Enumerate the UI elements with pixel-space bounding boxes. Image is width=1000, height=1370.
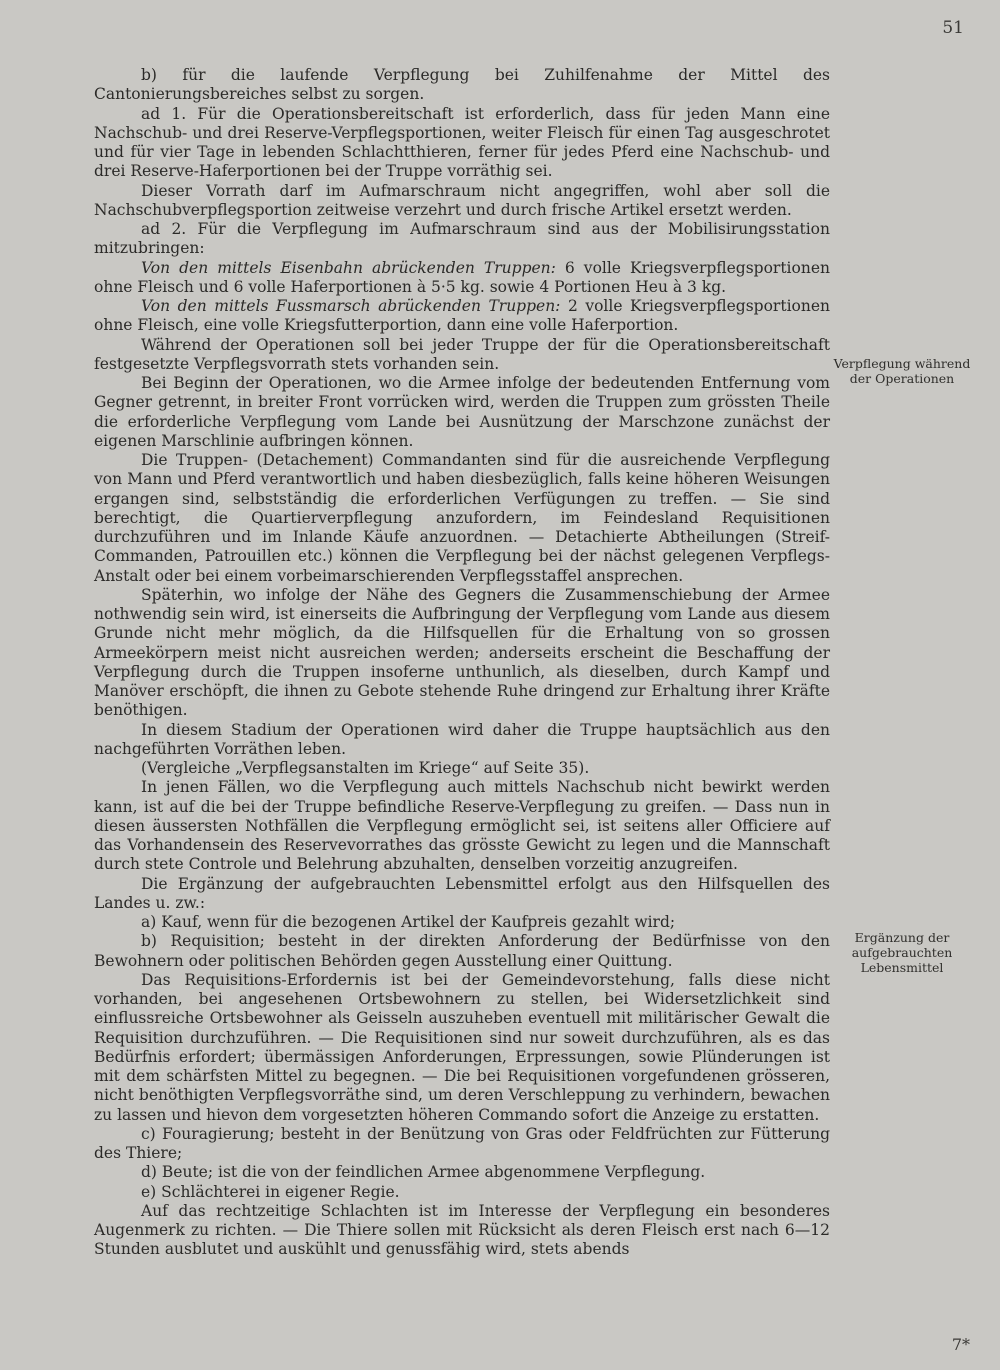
paragraph: ad 1. Für die Operationsbereitschaft ist erforderlich, dass für jeden Mann eine Nachschub- und drei Reserve-Verpflegsportionen, weiter Fleisch für einen Tag ausgeschrotet und für vier Tage in lebenden Schlachtthieren, ferner für jedes Pferd eine Nachschub- und drei Reserve-Haferportionen bei der Truppe vorräthig sei.: [94, 104, 830, 181]
paragraph: Während der Operationen soll bei jeder Truppe der für die Operationsbereitschaft festgesetzte Verpflegsvorrath stets vorhanden sein.: [94, 335, 830, 373]
paragraph: b) Requisition; besteht in der direkten Anforderung der Bedürfnisse von den Bewohnern oder politischen Behörden gegen Ausstellung einer Quittung.: [94, 932, 830, 970]
paragraph-text: 2 volle Kriegsverpflegsportionen ohne Fleisch, eine volle Kriegsfutterportion, dann eine volle Haferportion.: [94, 297, 830, 335]
paragraph: b) für die laufende Verpflegung bei Zuhilfenahme der Mittel des Cantonierungsbereiches selbst zu sorgen.: [94, 66, 830, 104]
paragraph: Späterhin, wo infolge der Nähe des Gegners die Zusammenschiebung der Armee nothwendig sein wird, ist einerseits die Aufbringung der Verpflegung vom Lande aus diesem Grunde nicht mehr möglich, da die Hilfsquellen für die Erhaltung von so grossen Armeekörpern meist nicht ausreichen werden; anderseits erscheint die Beschaffung der Verpflegung durch die Truppen insoferne unthunlich, als dieselben, durch Kampf und Manöver erschöpft, die ihnen zu Gebote stehende Ruhe dringend zur Erhaltung ihrer Kräfte benöthigen.: [94, 585, 830, 720]
page-number: 51: [942, 18, 964, 38]
italic-lead: Von den mittels Eisenbahn abrückenden Truppen:: [141, 258, 556, 277]
signature-mark: 7*: [951, 1335, 970, 1354]
paragraph: [94, 297, 830, 336]
paragraph: c) Fouragierung; besteht in der Benützung von Gras oder Feldfrüchten zur Fütterung des Thiere;: [94, 1124, 830, 1162]
paragraph: d) Beute; ist die von der feindlichen Armee abgenommene Verpflegung.: [141, 1163, 706, 1182]
paragraph: Auf das rechtzeitige Schlachten ist im Interesse der Verpflegung ein besonderes Augenmerk zu richten. — Die Thiere sollen mit Rücksicht als deren Fleisch erst nach 6—12 Stunden ausblutet und auskühlt und genussfähig wird, stets abends: [94, 1201, 830, 1259]
italic-lead: Von den mittels Fussmarsch abrückenden Truppen:: [141, 297, 561, 315]
margin-note-operations: Verpflegung während der Operationen: [833, 356, 971, 386]
paragraph: e) Schlächterei in eigener Regie.: [141, 1182, 400, 1201]
paragraph-text: 6 volle Kriegsverpflegsportionen ohne Fleisch und 6 volle Haferportionen à 5·5 kg. sowie 4 Portionen Heu à 3 kg.: [94, 258, 830, 296]
paragraph: Die Ergänzung der aufgebrauchten Lebensmittel erfolgt aus den Hilfsquellen des Landes u. zw.:: [94, 874, 830, 912]
paragraph: In jenen Fällen, wo die Verpflegung auch mittels Nachschub nicht bewirkt werden kann, ist auf die bei der Truppe befindliche Reserve-Verpflegung zu greifen. — Dass nun in diesen äussersten Nothfällen die Verpflegung ermöglicht sei, ist seitens aller Officiere auf das Vorhandensein des Reservevorrathes das grösste Gewicht zu legen und die Mannschaft durch stete Controle und Belehrung abzuhalten, denselben vorzeitig anzugreifen.: [94, 778, 830, 874]
paragraph: Das Requisitions-Erfordernis ist bei der Gemeindevorstehung, falls diese nicht vorhanden, bei angesehenen Ortsbewohnern zu stellen, bei Widersetzlichkeit sind einflussreiche Ortsbewohner als Geisseln auszuheben eventuell mit militärischer Gewalt die Requisition durchzuführen. — Die Requisitionen sind nur soweit durchzuführen, als es das Bedürfnis erfordert; übermässigen Anforderungen, Erpressungen, sowie Plünderungen ist mit dem schärfsten Mittel zu begegnen. — Die bei Requisitionen vorgefundenen grösseren, nicht benöthigten Verpflegsvorräthe sind, um deren Verschleppung zu verhindern, bewachen zu lassen und hievon dem vorgesetzten höheren Commando sofort die Anzeige zu erstatten.: [94, 970, 830, 1124]
paragraph: Bei Beginn der Operationen, wo die Armee infolge der bedeutenden Entfernung vom Gegner getrennt, in breiter Front vorrücken wird, werden die Truppen zum grössten Theile die erforderliche Verpflegung vom Lande bei Ausnützung der Marschzone zunächst der eigenen Marschlinie aufbringen können.: [94, 374, 830, 450]
margin-note-supplies: Ergänzung der aufgebrauchten Lebensmittel: [851, 930, 953, 975]
paragraph: [94, 259, 830, 298]
paragraph: (Vergleiche „Verpflegsanstalten im Kriege“ auf Seite 35).: [141, 759, 590, 777]
paragraph: ad 2. Für die Verpflegung im Aufmarschraum sind aus der Mobilisirungsstation mitzubringen:: [94, 220, 830, 258]
paragraph: Die Truppen- (Detachement) Commandanten sind für die ausreichende Verpflegung von Mann und Pferd verantwortlich und haben diesbezüglich, falls keine höheren Weisungen ergangen sind, selbstständig die erforderlichen Verfügungen zu treffen. — Sie sind berechtigt, die Quartierverpflegung anzufordern, im Feindesland Requisitionen durchzuführen und im Inlande Käufe anzuordnen. — Detachierte Abtheilungen (Streif-Commanden, Patrouillen etc.) können die Verpflegung bei der nächst gelegenen Verpflegs-Anstalt oder bei einem vorbeimarschierenden Verpflegsstaffel ansprechen.: [94, 451, 830, 585]
paragraph: a) Kauf, wenn für die bezogenen Artikel der Kaufpreis gezahlt wird;: [141, 913, 676, 931]
paragraph: Dieser Vorrath darf im Aufmarschraum nicht angegriffen, wohl aber soll die Nachschubverpflegsportion zeitweise verzehrt und durch frische Artikel ersetzt werden.: [94, 181, 830, 219]
main-text: [94, 66, 830, 1260]
paragraph: In diesem Stadium der Operationen wird daher die Truppe hauptsächlich aus den nachgeführten Vorräthen leben.: [94, 720, 830, 758]
